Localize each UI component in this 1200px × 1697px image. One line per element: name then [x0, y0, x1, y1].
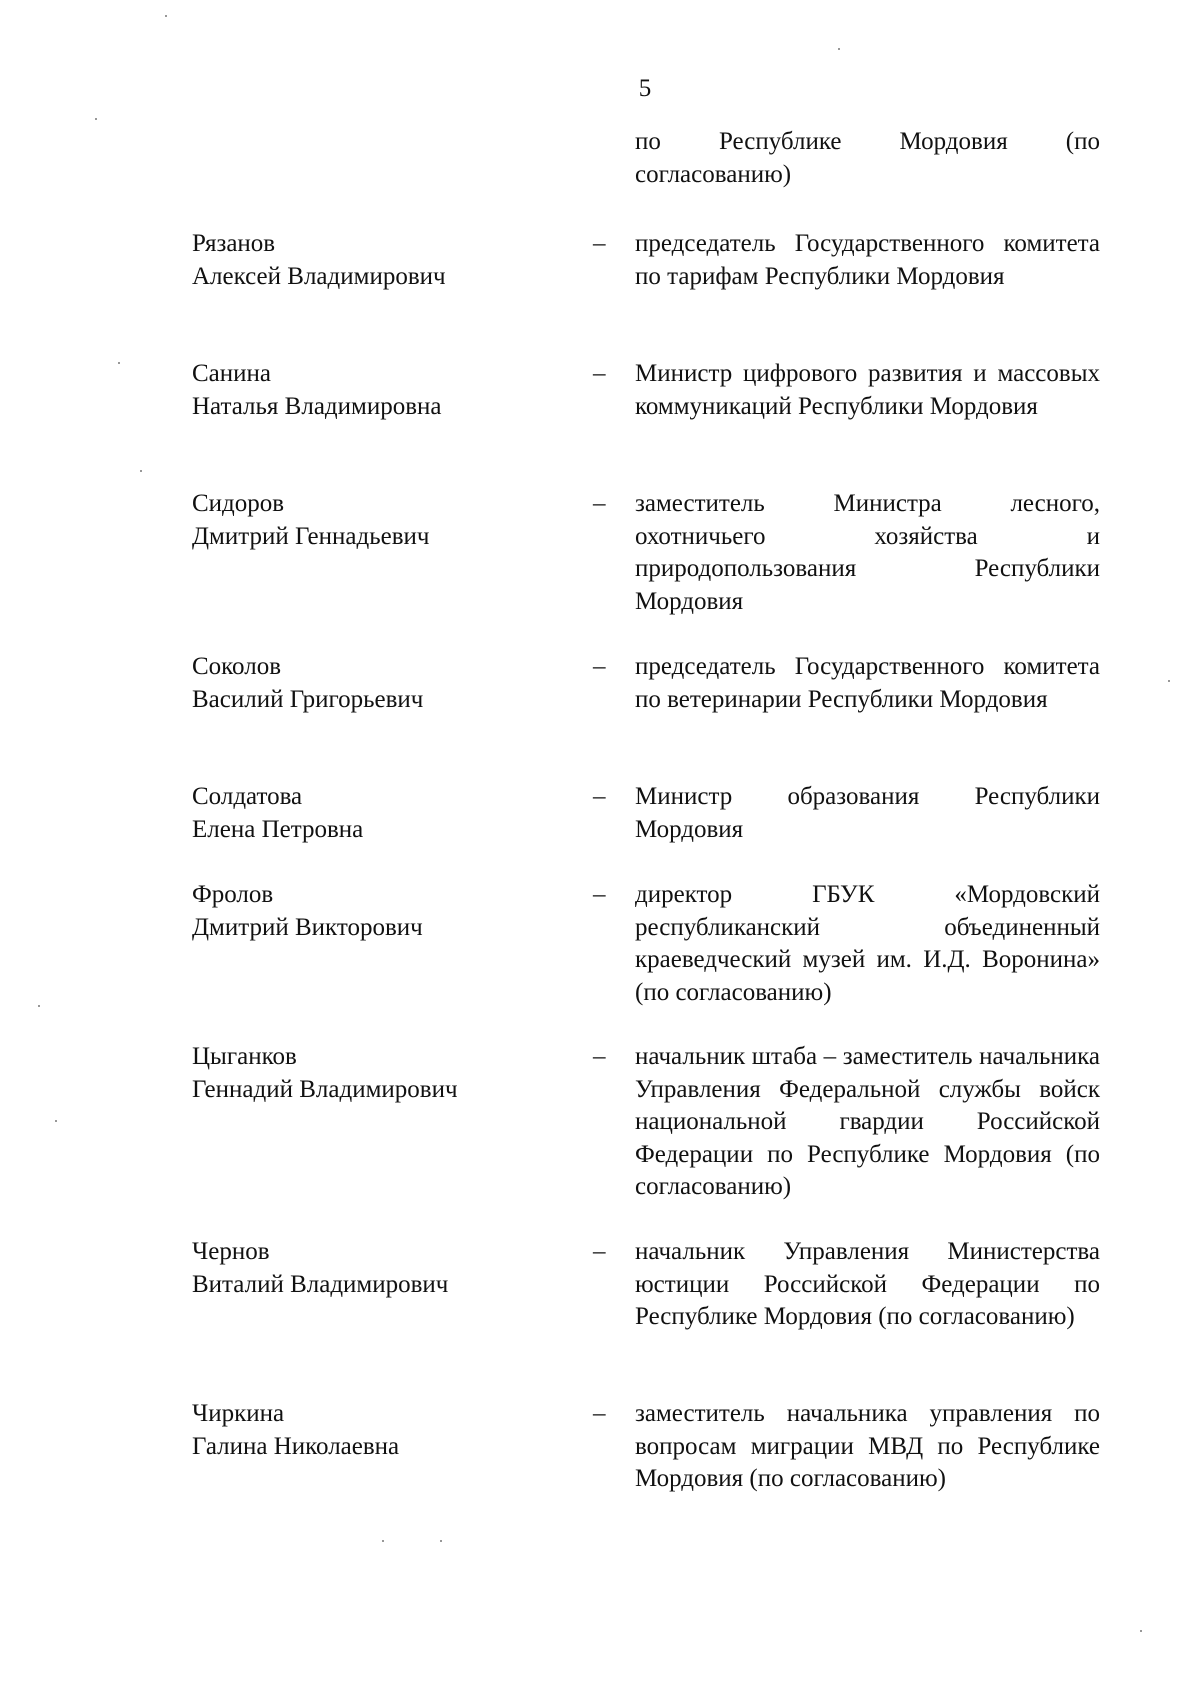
- scan-speck: [1168, 680, 1170, 682]
- member-position: председатель Государственного комитета по ветеринарии Республики Мордовия: [635, 653, 1100, 713]
- member-given-names: Виталий Владимирович: [192, 1270, 449, 1298]
- scan-speck: [55, 1120, 57, 1122]
- member-position: Министр образования Республики Мордовия: [635, 783, 1100, 843]
- dash-separator: –: [593, 1043, 606, 1070]
- member-surname: Сидоров: [192, 490, 285, 517]
- member-given-names: Елена Петровна: [192, 815, 364, 843]
- scan-speck: [140, 470, 142, 472]
- dash-separator: –: [593, 360, 606, 387]
- member-name: [192, 879, 572, 944]
- member-given-names: Дмитрий Геннадьевич: [192, 522, 430, 550]
- scan-speck: [1140, 1630, 1142, 1632]
- member-position: начальник штаба – заместитель начальника Управления Федеральной службы войск национальной гвардии Российской Федерации по Республике Мордовия (по согласованию): [635, 1043, 1100, 1200]
- member-position: директор ГБУК «Мордовский республиканский объединенный краеведческий музей им. И.Д. Воронина» (по согласованию): [635, 881, 1100, 1006]
- scan-speck: [38, 1005, 40, 1007]
- member-position: Министр цифрового развития и массовых коммуникаций Республики Мордовия: [635, 360, 1100, 420]
- scan-speck: [95, 118, 97, 120]
- member-given-names: Галина Николаевна: [192, 1432, 400, 1460]
- member-name: [192, 358, 572, 423]
- scan-speck: [382, 1540, 384, 1542]
- member-surname: Солдатова: [192, 783, 303, 810]
- dash-separator: –: [593, 230, 606, 257]
- continued-position-text: по Республике Мордовия (по согласованию): [635, 128, 1100, 188]
- member-name: [192, 488, 572, 553]
- member-position: заместитель начальника управления по вопросам миграции МВД по Республике Мордовия (по согласованию): [635, 1400, 1100, 1492]
- member-given-names: Алексей Владимирович: [192, 262, 446, 290]
- member-surname: Чиркина: [192, 1400, 285, 1427]
- member-surname: Соколов: [192, 653, 282, 680]
- member-name: [192, 1041, 572, 1106]
- dash-separator: –: [593, 881, 606, 908]
- scan-speck: [118, 362, 120, 364]
- dash-separator: –: [593, 1238, 606, 1265]
- member-name: [192, 228, 572, 293]
- scan-speck: [838, 48, 840, 50]
- member-name: [192, 1398, 572, 1463]
- member-position: председатель Государственного комитета по тарифам Республики Мордовия: [635, 230, 1100, 290]
- member-name: [192, 781, 572, 846]
- member-given-names: Наталья Владимировна: [192, 392, 442, 420]
- page-number: 5: [638, 75, 652, 102]
- dash-separator: –: [593, 783, 606, 810]
- member-name: [192, 1236, 572, 1301]
- scan-speck: [165, 15, 167, 17]
- member-position: начальник Управления Министерства юстиции Российской Федерации по Республике Мордовия (по согласованию): [635, 1238, 1100, 1330]
- member-surname: Цыганков: [192, 1043, 297, 1070]
- member-given-names: Геннадий Владимирович: [192, 1075, 458, 1103]
- dash-separator: –: [593, 490, 606, 517]
- member-position: заместитель Министра лесного, охотничьего хозяйства и природопользования Республики Мордовия: [635, 490, 1100, 615]
- member-surname: Фролов: [192, 881, 274, 908]
- member-given-names: Василий Григорьевич: [192, 685, 424, 713]
- member-surname: Санина: [192, 360, 272, 387]
- scan-speck: [440, 1540, 442, 1542]
- dash-separator: –: [593, 653, 606, 680]
- member-surname: Чернов: [192, 1238, 270, 1265]
- dash-separator: –: [593, 1400, 606, 1427]
- member-surname: Рязанов: [192, 230, 276, 257]
- member-given-names: Дмитрий Викторович: [192, 913, 423, 941]
- member-name: [192, 651, 572, 716]
